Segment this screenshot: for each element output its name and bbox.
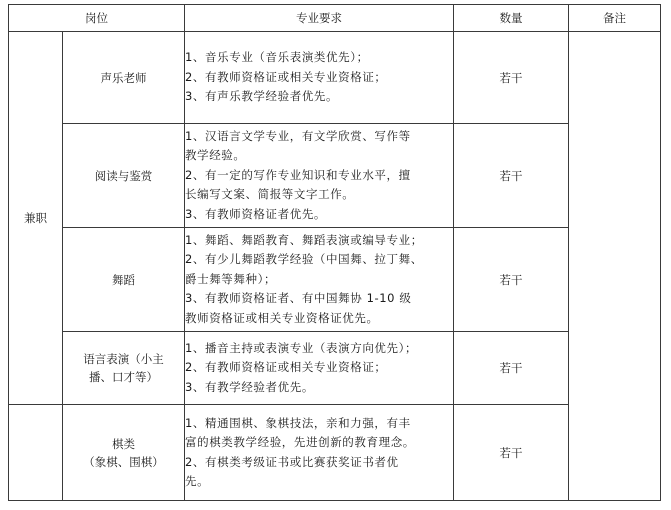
category-cell: 兼职 [9, 32, 63, 405]
table-row [9, 405, 661, 501]
quantity-cell: 若干 [454, 332, 569, 405]
requirements-cell [185, 405, 454, 501]
requirement-line: 长编写文案、简报等文字工作。 [185, 187, 355, 202]
requirement-line: 2、有棋类考级证书或比赛获奖证书者优 [185, 454, 399, 469]
quantity-cell: 若干 [454, 405, 569, 501]
position-cell: 阅读与鉴赏 [63, 124, 185, 228]
position-cell: 舞蹈 [63, 228, 185, 332]
position-line: 棋类 [112, 436, 135, 451]
quantity-cell: 若干 [454, 32, 569, 124]
table-row [9, 228, 661, 332]
requirement-line: 1、音乐专业（音乐表演类优先）； [185, 50, 369, 65]
recruitment-table [8, 4, 661, 501]
requirement-line: 1、播音主持或表演专业（表演方向优先）； [185, 340, 418, 355]
requirement-line: 3、有教师资格证者、有中国舞协 1-10 级 [185, 291, 412, 306]
requirements-cell [185, 228, 454, 332]
requirement-line: 2、有少儿舞蹈教学经验（中国舞、拉丁舞、 [185, 252, 423, 267]
table-row [9, 124, 661, 228]
requirement-line: 3、有声乐教学经验者优先。 [185, 89, 339, 104]
requirement-line: 1、汉语言文学专业，有文学欣赏、写作等 [185, 128, 411, 143]
requirement-line: 教学经验。 [185, 148, 246, 163]
requirement-line: 教师资格证或相关专业资格证优先。 [185, 310, 379, 325]
table-row [9, 332, 661, 405]
requirements-cell [185, 32, 454, 124]
quantity-cell: 若干 [454, 228, 569, 332]
position-cell [63, 332, 185, 405]
header-remarks: 备注 [569, 5, 661, 32]
position-line: 语言表演（小主 [83, 352, 164, 366]
requirement-line: 2、有教师资格证或相关专业资格证； [185, 360, 387, 375]
category-cell [9, 405, 63, 501]
requirement-line: 1、舞蹈、舞蹈教育、舞蹈表演或编导专业； [185, 232, 423, 247]
requirement-line: 2、有教师资格证或相关专业资格证； [185, 69, 387, 84]
requirements-cell [185, 124, 454, 228]
requirements-cell [185, 332, 454, 405]
quantity-cell: 若干 [454, 124, 569, 228]
requirement-line: 3、有教师资格证者优先。 [185, 206, 327, 221]
header-position: 岗位 [9, 5, 185, 32]
position-line: 播、口才等） [89, 370, 158, 384]
position-cell: 声乐老师 [63, 32, 185, 124]
requirement-line: 先。 [185, 474, 210, 488]
requirement-line: 富的棋类教学经验，先进创新的教育理念。 [185, 435, 415, 449]
requirement-line: 爵士舞等舞种）； [185, 271, 277, 286]
header-quantity: 数量 [454, 5, 569, 32]
requirement-line: 3、有教学经验者优先。 [185, 379, 314, 394]
table-row [9, 32, 661, 124]
requirement-line: 1、精通围棋、象棋技法，亲和力强，有丰 [185, 415, 411, 430]
header-requirements: 专业要求 [185, 5, 454, 32]
position-line: （象棋、围棋） [83, 454, 164, 469]
requirement-line: 2、有一定的写作专业知识和专业水平，擅 [185, 167, 411, 182]
header-row [9, 5, 661, 32]
remarks-cell [569, 32, 661, 501]
position-cell [63, 405, 185, 501]
